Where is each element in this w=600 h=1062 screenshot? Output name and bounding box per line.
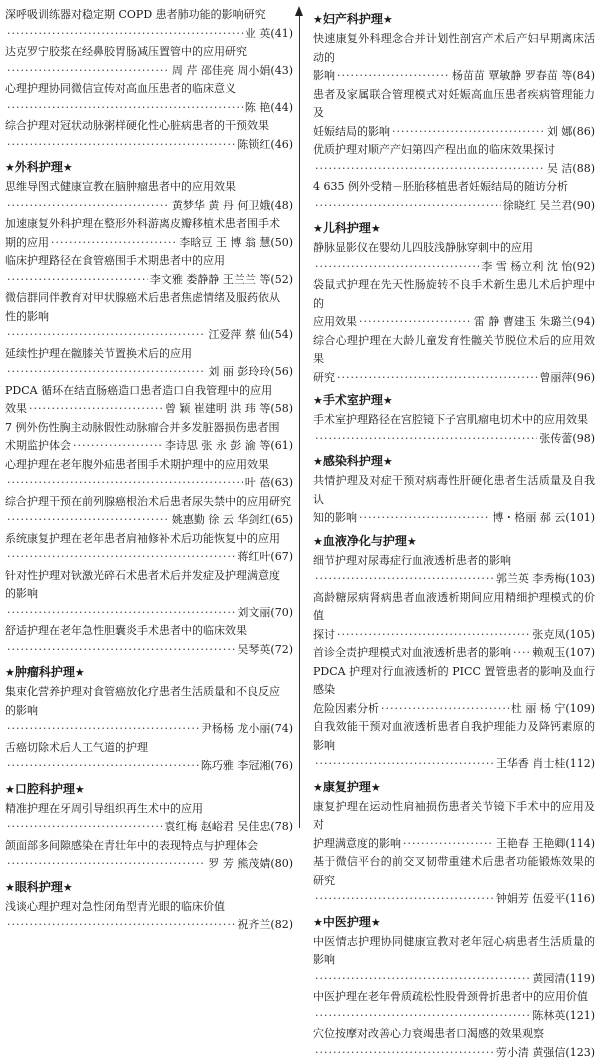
section-title: 中医护理 [323,915,371,929]
dot-leader [7,99,243,118]
dot-leader [7,720,199,739]
entry-author-line [5,548,293,567]
entry-title-line: 静脉显影仪在婴幼儿四肢浅静脉穿刺中的应用 [313,239,595,258]
star-icon: ★ [75,666,85,679]
section-title: 眼科护理 [15,880,63,894]
entry-authors-page: 杜 丽 杨 宁(109) [511,700,595,719]
star-icon: ★ [63,881,73,894]
dot-leader [337,369,537,388]
entry-author-line [313,755,595,774]
entry-author-line [313,970,595,989]
dot-leader [392,123,545,142]
entry-title-line: 优质护理对顺产产妇第四产程出血的临床效果探讨 [313,141,595,160]
entry-authors-page: 李文雅 娄静静 王兰兰 等(52) [150,271,293,290]
entry-author-line [313,313,595,332]
toc-entry[interactable] [313,589,595,645]
entry-author-line [313,1007,595,1026]
entry-title-line: PDCA 循环在结直肠癌造口患者造口自我管理中的应用 [5,382,293,401]
entry-title-tail: 妊娠结局的影响 [313,123,390,142]
toc-entry[interactable] [313,30,595,86]
toc-entry[interactable] [5,6,293,43]
entry-title-line: 延续性护理在髋膝关节置换术后的应用 [5,345,293,364]
toc-entry[interactable] [313,552,595,589]
section-heading [313,912,595,933]
section-title: 外科护理 [15,160,63,174]
entry-authors-page: 博・格丽 郝 云(101) [492,509,595,528]
star-icon: ★ [75,783,85,796]
toc-entry[interactable] [5,456,293,493]
dot-leader [359,313,472,332]
entry-authors-page: 袁红梅 赵峪君 吴佳忠(78) [164,818,293,837]
entry-title-line: 针对性护理对钬激光碎石术患者术后并发症及护理满意度 [5,567,293,586]
entry-title-line: 思维导图式健康宣教在脑肿瘤患者中的应用效果 [5,178,293,197]
section-heading [313,9,595,30]
star-icon: ★ [313,455,323,468]
entry-title-line: 康复护理在运动性肩袖损伤患者关节镜下手术中的应用及对 [313,798,595,835]
entry-title-tail: 首诊全责护理模式对血液透析患者的影响 [313,644,511,663]
section-heading [313,218,595,239]
entry-authors-page: 祝齐兰(82) [237,916,293,935]
entry-authors-page: 陈巧雅 李冠湘(76) [201,757,293,776]
toc-entry[interactable] [5,215,293,252]
toc-entry[interactable] [5,252,293,289]
dot-leader [337,626,530,645]
toc-entry[interactable] [5,837,293,874]
entry-title-tail: 效果 [5,400,27,419]
dot-leader [403,835,494,854]
section-title: 感染科护理 [323,454,383,468]
entry-author-line [5,474,293,493]
star-icon: ★ [313,916,323,929]
entry-author-line [313,835,595,854]
entry-authors-page: 黄梦华 黄 丹 何卫娥(48) [172,197,293,216]
dot-leader [359,509,490,528]
dot-leader [315,970,530,989]
entry-title-line: 舒适护理在老年急性胆囊炎手术患者中的临床效果 [5,622,293,641]
toc-entry[interactable] [5,178,293,215]
entry-title-line: 临床护理路径在食管癌围手术期患者中的应用 [5,252,293,271]
toc-entry[interactable] [313,276,595,332]
entry-authors-page: 劳小清 黄强信(123) [496,1044,595,1062]
entry-title-tail: 知的影响 [313,509,357,528]
toc-entry[interactable] [5,898,293,935]
dot-leader [7,818,162,837]
dot-leader [51,234,177,253]
toc-entry[interactable] [313,853,595,909]
entry-title-line: 细节护理对尿毒症行血液透析患者的影响 [313,552,595,571]
entry-title-line: 高龄糖尿病肾病患者血液透析期间应用精细护理模式的价值 [313,589,595,626]
entry-author-line [313,1044,595,1062]
left-column [5,6,293,935]
dot-leader [315,258,479,277]
entry-title-line: 舌癌切除术后人工气道的护理 [5,739,293,758]
dot-leader [7,757,199,776]
entry-author-line [5,271,293,290]
entry-author-line [313,890,595,909]
entry-authors-page: 雷 静 曹建玉 朱璐兰(94) [474,313,595,332]
toc-entry[interactable] [5,739,293,776]
entry-author-line [313,626,595,645]
entry-authors-page: 江爱萍 蔡 仙(54) [208,326,293,345]
entry-title-line: 患者及家属联合管理模式对妊娠高血压患者疾病管理能力及 [313,86,595,123]
star-icon: ★ [371,916,381,929]
dot-leader [315,160,545,179]
section-heading [5,877,293,898]
entry-author-line [313,570,595,589]
toc-entry[interactable] [5,419,293,456]
section-heading [5,157,293,178]
entry-authors-page: 王艳春 王艳卿(114) [496,835,595,854]
entry-title-line: 综合心理护理在大龄儿童发育性髋关节脱位术后的应用效果 [313,332,595,369]
entry-author-line [5,720,293,739]
dot-leader [7,136,235,155]
dot-leader [7,855,206,874]
entry-author-line [5,757,293,776]
section-heading [5,779,293,800]
dot-leader [513,644,530,663]
entry-authors-page: 赖观玉(107) [532,644,595,663]
entry-authors-page: 郭兰英 李秀梅(103) [496,570,595,589]
toc-entry[interactable] [5,80,293,117]
entry-title-tail: 研究 [313,369,335,388]
section-heading [313,531,595,552]
entry-authors-page: 曾丽萍(96) [539,369,595,388]
dot-leader [315,430,537,449]
star-icon: ★ [313,13,323,26]
entry-title-line: 系统康复护理在老年患者肩袖修补术后功能恢复中的应用 [5,530,293,549]
section-title: 康复护理 [323,780,371,794]
entry-title-line: 的影响 [5,702,293,721]
entry-title-line: 7 例外伤性胸主动脉假性动脉瘤合并多发脏器损伤患者围 [5,419,293,438]
toc-entry[interactable] [5,530,293,567]
section-heading [313,777,595,798]
section-title: 血液净化与护理 [323,534,407,548]
entry-author-line [5,99,293,118]
toc-entry[interactable] [313,933,595,989]
entry-authors-page: 张传蕾(98) [539,430,595,449]
entry-title-line: 手术室护理路径在宫腔镜下子宫肌瘤电切术中的应用效果 [313,411,595,430]
entry-authors-page: 罗 芳 熊茂婧(80) [208,855,293,874]
entry-authors-page: 李晗豆 王 博 翁 慧(50) [179,234,293,253]
entry-title-tail: 护理满意度的影响 [313,835,401,854]
entry-author-line [5,437,293,456]
entry-title-line: 加速康复外科护理在整形外科游离皮瓣移植术患者围手术 [5,215,293,234]
entry-title-line: 性的影响 [5,308,293,327]
toc-entry[interactable] [313,411,595,448]
dot-leader [29,400,163,419]
star-icon: ★ [383,13,393,26]
toc-entry[interactable] [313,798,595,854]
entry-author-line [313,160,595,179]
section-title: 妇产科护理 [323,12,383,26]
toc-entry[interactable] [5,117,293,154]
section-title: 肿瘤科护理 [15,665,75,679]
dot-leader [7,604,235,623]
entry-authors-page: 刘文丽(70) [237,604,293,623]
section-title: 口腔科护理 [15,782,75,796]
toc-entry[interactable] [313,86,595,142]
star-icon: ★ [407,535,417,548]
entry-title-line: 基于微信平台的前交叉韧带重建术后患者功能锻炼效果的研究 [313,853,595,890]
toc-entry[interactable] [313,239,595,276]
entry-authors-page: 张克凤(105) [532,626,595,645]
entry-title-tail: 危险因素分析 [313,700,379,719]
dot-leader [7,197,170,216]
entry-title-line: 共情护理及对症干预对病毒性肝硬化患者生活质量及自我认 [313,472,595,509]
entry-authors-page: 刘 娜(86) [547,123,595,142]
entry-author-line [5,641,293,660]
entry-title-line: 心理护理在老年腹外疝患者围手术期护理中的应用效果 [5,456,293,475]
toc-entry[interactable] [5,382,293,419]
entry-author-line [5,604,293,623]
entry-title-tail: 影响 [313,67,335,86]
toc-entry[interactable] [5,622,293,659]
dot-leader [337,67,450,86]
dot-leader [7,511,170,530]
star-icon: ★ [383,455,393,468]
dot-leader [7,474,243,493]
entry-author-line [313,509,595,528]
entry-authors-page: 吴 洁(88) [547,160,595,179]
entry-authors-page: 钟娟芳 伍爱平(116) [496,890,595,909]
entry-title-line: 袋鼠式护理在先天性肠旋转不良手术新生患儿术后护理中的 [313,276,595,313]
entry-author-line [313,700,595,719]
entry-authors-page: 陈锁红(46) [237,136,293,155]
dot-leader [73,437,163,456]
entry-authors-page: 刘 丽 彭玲玲(56) [208,363,293,382]
dot-leader [7,271,148,290]
entry-title-line: 中医护理在老年骨质疏松性股骨颈骨折患者中的应用价值 [313,988,595,1007]
toc-entry[interactable] [5,345,293,382]
entry-title-line: 集束化营养护理对食管癌放化疗患者生活质量和不良反应 [5,683,293,702]
entry-title-line: 的影响 [5,585,293,604]
entry-authors-page: 王华香 肖士桂(112) [496,755,595,774]
section-title: 手术室护理 [323,393,383,407]
dot-leader [7,25,243,44]
dot-leader [7,916,235,935]
toc-entry[interactable] [313,141,595,178]
entry-title-line: 精准护理在牙周引导组织再生术中的应用 [5,800,293,819]
entry-author-line [5,363,293,382]
toc-entry[interactable] [313,644,595,663]
toc-entry[interactable] [313,988,595,1025]
toc-entry[interactable] [313,663,595,719]
dot-leader [7,326,206,345]
entry-author-line [5,916,293,935]
entry-authors-page: 蒋红叶(67) [237,548,293,567]
entry-title-line: PDCA 护理对行血液透析的 PICC 置管患者的影响及血行感染 [313,663,595,700]
section-heading [313,390,595,411]
dot-leader [315,755,494,774]
entry-authors-page: 吴琴英(72) [237,641,293,660]
star-icon: ★ [63,161,73,174]
entry-authors-page: 杨苗苗 覃敏静 罗春苗 等(84) [452,67,595,86]
entry-title-line: 综合护理对冠状动脉粥样硬化性心脏病患者的干预效果 [5,117,293,136]
dot-leader [7,62,170,81]
column-divider-arrow-icon [295,6,303,16]
entry-author-line [5,818,293,837]
dot-leader [381,700,509,719]
entry-author-line [313,430,595,449]
entry-author-line [313,644,595,663]
entry-authors-page: 姚惠勤 徐 云 华剑红(65) [172,511,293,530]
entry-title-tail: 术期监护体会 [5,437,71,456]
entry-author-line [313,258,595,277]
dot-leader [7,641,235,660]
entry-authors-page: 陈林英(121) [532,1007,595,1026]
entry-title-tail: 探讨 [313,626,335,645]
entry-author-line [5,25,293,44]
entry-author-line [5,855,293,874]
star-icon: ★ [5,161,15,174]
entry-authors-page: 黄园清(119) [532,970,595,989]
entry-title-line: 深呼吸训练器对稳定期 COPD 患者肺功能的影响研究 [5,6,293,25]
entry-title-line: 心理护理协同微信宣传对高血压患者的临床意义 [5,80,293,99]
toc-entry[interactable] [5,800,293,837]
entry-author-line [5,62,293,81]
dot-leader [315,570,494,589]
dot-leader [315,1007,530,1026]
entry-author-line [313,197,595,216]
star-icon: ★ [313,781,323,794]
entry-title-line: 中医情志护理协同健康宣教对老年冠心病患者生活质量的影响 [313,933,595,970]
entry-authors-page: 业 英(41) [245,25,293,44]
entry-title-tail: 期的应用 [5,234,49,253]
entry-title-line: 颌面部多间隙感染在青壮年中的表现特点与护理体会 [5,837,293,856]
toc-entry[interactable] [5,567,293,623]
entry-author-line [5,136,293,155]
entry-authors-page: 尹杨杨 龙小丽(74) [201,720,293,739]
toc-entry[interactable] [5,683,293,739]
entry-authors-page: 陈 艳(44) [245,99,293,118]
star-icon: ★ [5,783,15,796]
entry-title-tail: 应用效果 [313,313,357,332]
toc-entry[interactable] [313,718,595,774]
entry-title-line: 快速康复外科理念合并计划性剖宫产术后产妇早期离床活动的 [313,30,595,67]
column-divider [299,16,300,828]
star-icon: ★ [5,881,15,894]
entry-title-line: 综合护理干预在前列腺癌根治术后患者尿失禁中的应用研究 [5,493,293,512]
toc-entry[interactable] [313,1025,595,1062]
entry-author-line [313,67,595,86]
entry-authors-page: 曾 颖 崔建明 洪 玮 等(58) [165,400,293,419]
toc-entry[interactable] [313,472,595,528]
star-icon: ★ [313,222,323,235]
toc-entry[interactable] [5,289,293,345]
dot-leader [315,197,501,216]
entry-title-line: 4 635 例外受精－胚胎移植患者妊娠结局的随访分析 [313,178,595,197]
section-heading [5,662,293,683]
star-icon: ★ [383,394,393,407]
section-heading [313,451,595,472]
star-icon: ★ [371,222,381,235]
entry-author-line [5,197,293,216]
entry-title-line: 自我效能干预对血液透析患者自我护理能力及降钙素原的影响 [313,718,595,755]
entry-author-line [313,123,595,142]
entry-title-line: 浅谈心理护理对急性闭角型青光眼的临床价值 [5,898,293,917]
entry-authors-page: 徐晓红 吴兰君(90) [503,197,595,216]
section-title: 儿科护理 [323,221,371,235]
entry-author-line [5,234,293,253]
entry-authors-page: 李 雪 杨立利 沈 怡(92) [481,258,595,277]
entry-authors-page: 李诗思 张 永 彭 渝 等(61) [165,437,293,456]
entry-author-line [5,511,293,530]
entry-title-line: 微信群同伴教育对甲状腺癌术后患者焦虑情绪及服药依从 [5,289,293,308]
toc-entry[interactable] [5,43,293,80]
dot-leader [315,1044,494,1062]
entry-authors-page: 周 芹 邵佳亮 周小娟(43) [172,62,293,81]
star-icon: ★ [313,394,323,407]
right-column [313,6,595,1062]
dot-leader [7,363,206,382]
entry-author-line [5,400,293,419]
entry-authors-page: 叶 蓓(63) [245,474,293,493]
toc-entry[interactable] [313,332,595,388]
dot-leader [315,890,494,909]
star-icon: ★ [371,781,381,794]
entry-title-line: 穴位按摩对改善心力衰竭患者口渴感的效果观察 [313,1025,595,1044]
toc-entry[interactable] [313,178,595,215]
entry-title-line: 达克罗宁胶浆在经鼻胶胃肠减压置管中的应用研究 [5,43,293,62]
star-icon: ★ [5,666,15,679]
dot-leader [7,548,235,567]
star-icon: ★ [313,535,323,548]
entry-author-line [5,326,293,345]
toc-entry[interactable] [5,493,293,530]
entry-author-line [313,369,595,388]
